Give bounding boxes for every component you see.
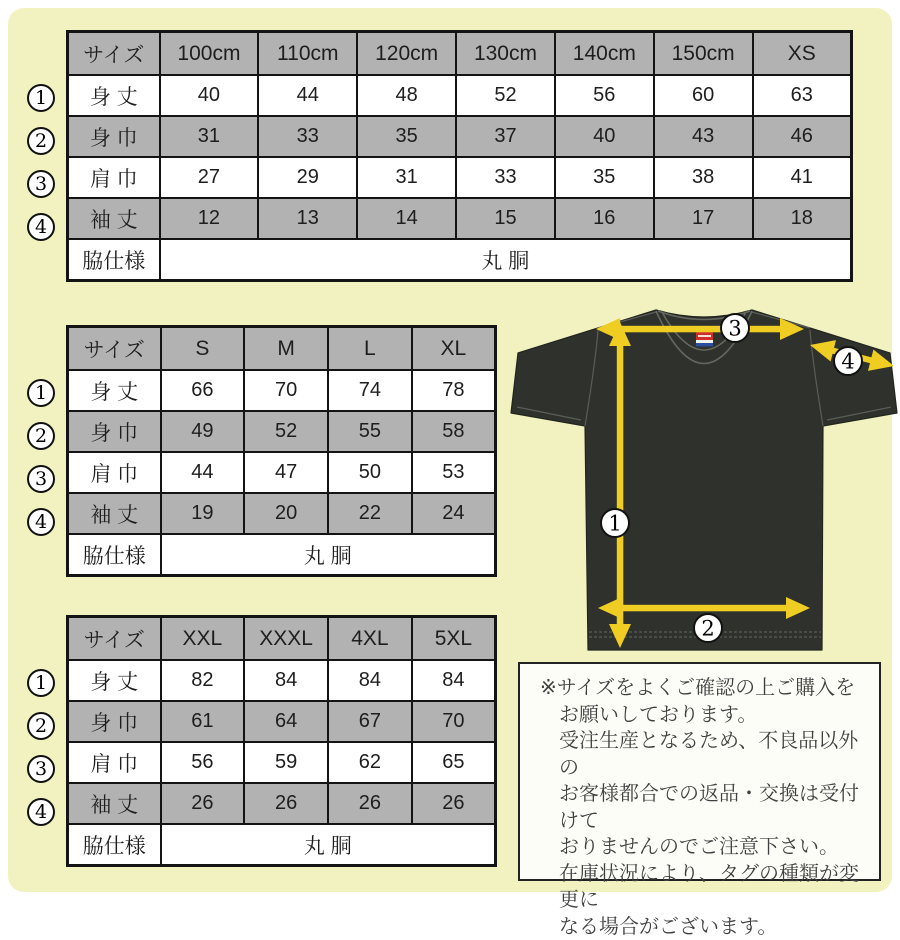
measure-row xyxy=(68,198,852,239)
column-header-5XL: 5XL xyxy=(412,617,496,661)
measure-value-cell: 55 xyxy=(328,411,412,452)
measure-row xyxy=(68,783,496,824)
measure-row xyxy=(68,493,496,534)
row-number-badge-4: 4 xyxy=(27,508,55,536)
svg-text:4: 4 xyxy=(841,350,854,374)
measure-value-cell: 67 xyxy=(328,701,412,742)
measure-value-cell: 82 xyxy=(161,660,245,701)
marker-4 xyxy=(834,347,862,375)
column-header-XXL: XXL xyxy=(161,617,245,661)
column-header-130cm: 130cm xyxy=(456,32,555,76)
row-label-cell: 身 巾 xyxy=(68,701,161,742)
measure-value-cell: 35 xyxy=(555,157,654,198)
note-line: 在庫状況により、タグの種類が変更に xyxy=(540,861,873,914)
column-header-100cm: 100cm xyxy=(160,32,259,76)
measure-value-cell: 44 xyxy=(258,75,357,116)
size-header-cell: サイズ xyxy=(68,617,161,661)
column-header-M: M xyxy=(244,327,328,371)
measure-row xyxy=(68,75,852,116)
measure-value-cell: 44 xyxy=(161,452,245,493)
marker-1 xyxy=(601,509,629,537)
measure-row xyxy=(68,370,496,411)
row-label-cell: 身 巾 xyxy=(68,116,160,157)
column-header-XXXL: XXXL xyxy=(244,617,328,661)
measure-value-cell: 20 xyxy=(244,493,328,534)
size-header-cell: サイズ xyxy=(68,32,160,76)
measure-value-cell: 26 xyxy=(412,783,496,824)
measure-row xyxy=(68,116,852,157)
measure-row xyxy=(68,660,496,701)
measure-value-cell: 48 xyxy=(357,75,456,116)
measure-value-cell: 84 xyxy=(412,660,496,701)
side-spec-row xyxy=(68,534,496,576)
measure-value-cell: 31 xyxy=(357,157,456,198)
measure-value-cell: 24 xyxy=(412,493,496,534)
svg-text:3: 3 xyxy=(728,317,741,341)
row-label-cell: 袖 丈 xyxy=(68,493,161,534)
side-spec-value-cell: 丸 胴 xyxy=(160,239,852,281)
row-number-badge-3: 3 xyxy=(27,755,55,783)
measure-value-cell: 19 xyxy=(161,493,245,534)
measure-row xyxy=(68,452,496,493)
column-header-4XL: 4XL xyxy=(328,617,412,661)
row-label-cell: 袖 丈 xyxy=(68,198,160,239)
measure-row xyxy=(68,157,852,198)
column-header-XS: XS xyxy=(753,32,852,76)
side-spec-label-cell: 脇仕様 xyxy=(68,534,161,576)
measure-value-cell: 53 xyxy=(412,452,496,493)
measure-value-cell: 40 xyxy=(555,116,654,157)
row-label-cell: 肩 巾 xyxy=(68,452,161,493)
measure-value-cell: 62 xyxy=(328,742,412,783)
measure-value-cell: 13 xyxy=(258,198,357,239)
measure-value-cell: 29 xyxy=(258,157,357,198)
size-table-s-to-xl xyxy=(66,325,497,577)
measure-value-cell: 74 xyxy=(328,370,412,411)
note-line: お客様都合での返品・交換は受付けて xyxy=(540,781,873,834)
measure-value-cell: 31 xyxy=(160,116,259,157)
row-number-badge-2: 2 xyxy=(27,127,55,155)
measure-value-cell: 38 xyxy=(654,157,753,198)
measure-value-cell: 41 xyxy=(753,157,852,198)
measure-row xyxy=(68,411,496,452)
measure-value-cell: 40 xyxy=(160,75,259,116)
header-row xyxy=(68,32,852,76)
size-table-kids-to-xs xyxy=(66,30,853,282)
note-line: お願いしております。 xyxy=(540,702,873,729)
measure-value-cell: 26 xyxy=(244,783,328,824)
header-row xyxy=(68,327,496,371)
measure-value-cell: 12 xyxy=(160,198,259,239)
measure-value-cell: 33 xyxy=(456,157,555,198)
column-header-S: S xyxy=(161,327,245,371)
measure-value-cell: 70 xyxy=(244,370,328,411)
measure-value-cell: 14 xyxy=(357,198,456,239)
svg-text:1: 1 xyxy=(608,512,621,536)
note-line: ※サイズをよくご確認の上ご購入を xyxy=(540,675,873,702)
measure-value-cell: 46 xyxy=(753,116,852,157)
row-number-badge-2: 2 xyxy=(27,422,55,450)
measure-value-cell: 16 xyxy=(555,198,654,239)
measure-value-cell: 56 xyxy=(555,75,654,116)
side-spec-row xyxy=(68,824,496,866)
measure-value-cell: 17 xyxy=(654,198,753,239)
measure-value-cell: 64 xyxy=(244,701,328,742)
note-line: なる場合がございます。 xyxy=(540,914,873,940)
measure-value-cell: 43 xyxy=(654,116,753,157)
measure-value-cell: 26 xyxy=(161,783,245,824)
measure-value-cell: 66 xyxy=(161,370,245,411)
measure-value-cell: 49 xyxy=(161,411,245,452)
side-spec-value-cell: 丸 胴 xyxy=(161,824,496,866)
row-number-badge-2: 2 xyxy=(27,712,55,740)
row-label-cell: 身 丈 xyxy=(68,660,161,701)
row-number-badge-4: 4 xyxy=(27,798,55,826)
measure-value-cell: 70 xyxy=(412,701,496,742)
row-number-badge-3: 3 xyxy=(27,465,55,493)
column-header-140cm: 140cm xyxy=(555,32,654,76)
measure-row xyxy=(68,701,496,742)
side-spec-row xyxy=(68,239,852,281)
purchase-note-box xyxy=(518,662,881,881)
column-header-XL: XL xyxy=(412,327,496,371)
row-label-cell: 身 巾 xyxy=(68,411,161,452)
measure-value-cell: 15 xyxy=(456,198,555,239)
row-number-badge-1: 1 xyxy=(27,84,55,112)
size-table-xxl-to-5xl xyxy=(66,615,497,867)
measure-value-cell: 37 xyxy=(456,116,555,157)
measure-value-cell: 78 xyxy=(412,370,496,411)
measure-value-cell: 61 xyxy=(161,701,245,742)
measure-value-cell: 35 xyxy=(357,116,456,157)
measure-value-cell: 84 xyxy=(328,660,412,701)
measure-value-cell: 52 xyxy=(456,75,555,116)
measure-value-cell: 59 xyxy=(244,742,328,783)
measure-value-cell: 18 xyxy=(753,198,852,239)
collar-brand-tag xyxy=(696,332,713,347)
side-spec-label-cell: 脇仕様 xyxy=(68,239,160,281)
measure-value-cell: 22 xyxy=(328,493,412,534)
row-number-badge-1: 1 xyxy=(27,669,55,697)
header-row xyxy=(68,617,496,661)
measure-value-cell: 60 xyxy=(654,75,753,116)
tshirt-measurement-diagram xyxy=(508,296,898,660)
measure-row xyxy=(68,742,496,783)
note-line: おりませんのでご注意下さい。 xyxy=(540,834,873,861)
measure-value-cell: 84 xyxy=(244,660,328,701)
measure-value-cell: 26 xyxy=(328,783,412,824)
measure-value-cell: 52 xyxy=(244,411,328,452)
marker-2 xyxy=(694,614,722,642)
measure-value-cell: 33 xyxy=(258,116,357,157)
measure-value-cell: 47 xyxy=(244,452,328,493)
column-header-120cm: 120cm xyxy=(357,32,456,76)
marker-3 xyxy=(721,314,749,342)
measure-value-cell: 56 xyxy=(161,742,245,783)
column-header-L: L xyxy=(328,327,412,371)
row-label-cell: 肩 巾 xyxy=(68,157,160,198)
svg-text:2: 2 xyxy=(701,617,714,641)
size-header-cell: サイズ xyxy=(68,327,161,371)
row-label-cell: 身 丈 xyxy=(68,75,160,116)
row-label-cell: 身 丈 xyxy=(68,370,161,411)
measure-value-cell: 63 xyxy=(753,75,852,116)
row-number-badge-1: 1 xyxy=(27,379,55,407)
row-label-cell: 袖 丈 xyxy=(68,783,161,824)
row-label-cell: 肩 巾 xyxy=(68,742,161,783)
side-spec-label-cell: 脇仕様 xyxy=(68,824,161,866)
row-number-badge-4: 4 xyxy=(27,213,55,241)
side-spec-value-cell: 丸 胴 xyxy=(161,534,496,576)
note-line: 受注生産となるため、不良品以外の xyxy=(540,728,873,781)
measure-value-cell: 27 xyxy=(160,157,259,198)
measure-value-cell: 58 xyxy=(412,411,496,452)
measure-value-cell: 50 xyxy=(328,452,412,493)
column-header-110cm: 110cm xyxy=(258,32,357,76)
column-header-150cm: 150cm xyxy=(654,32,753,76)
measure-value-cell: 65 xyxy=(412,742,496,783)
row-number-badge-3: 3 xyxy=(27,170,55,198)
